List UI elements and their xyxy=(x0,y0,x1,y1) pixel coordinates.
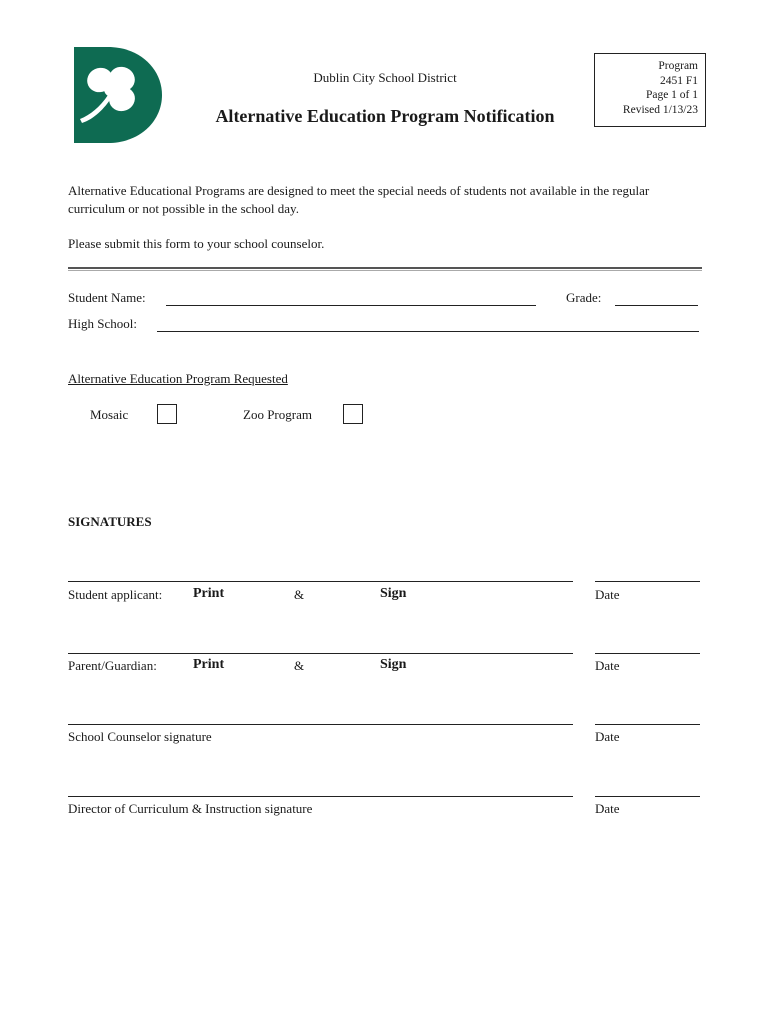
intro-paragraph: Alternative Educational Programs are designed to meet the special needs of students not available in the regular curriculum or not possible in the school day. xyxy=(68,183,650,216)
high-school-field[interactable] xyxy=(157,331,699,332)
director-signature-line[interactable] xyxy=(68,796,573,797)
student-sign-label: Sign xyxy=(380,586,407,601)
counselor-date-label: Date xyxy=(595,729,620,744)
submit-instruction: Please submit this form to your school counselor. xyxy=(68,236,325,251)
director-signature-label: Director of Curriculum & Instruction signature xyxy=(68,801,313,816)
grade-label: Grade: xyxy=(566,290,602,305)
student-print-label: Print xyxy=(193,586,225,601)
student-name-label: Student Name: xyxy=(68,290,146,305)
program-requested-heading: Alternative Education Program Requested xyxy=(68,371,288,386)
parent-date-label: Date xyxy=(595,658,620,673)
student-applicant-label: Student applicant: xyxy=(68,587,163,602)
dublin-shamrock-logo xyxy=(70,47,162,143)
district-name: Dublin City School District xyxy=(313,70,457,85)
mosaic-checkbox[interactable] xyxy=(157,404,177,424)
director-date-label: Date xyxy=(595,801,620,816)
student-name-field[interactable] xyxy=(166,305,536,306)
section-divider-shadow xyxy=(68,270,702,271)
parent-sign-label: Sign xyxy=(380,657,407,672)
high-school-label: High School: xyxy=(68,316,137,331)
section-divider xyxy=(68,267,702,269)
program-info-box xyxy=(594,53,706,127)
counselor-signature-line[interactable] xyxy=(68,724,573,725)
zoo-program-checkbox[interactable] xyxy=(343,404,363,424)
signatures-heading: SIGNATURES xyxy=(68,514,152,529)
student-signature-line[interactable] xyxy=(68,581,573,582)
parent-date-line[interactable] xyxy=(595,653,700,654)
counselor-signature-label: School Counselor signature xyxy=(68,729,212,744)
form-title: Alternative Education Program Notification xyxy=(215,106,555,126)
parent-ampersand: & xyxy=(294,658,305,673)
student-date-line[interactable] xyxy=(595,581,700,582)
student-ampersand: & xyxy=(294,587,305,602)
zoo-program-label: Zoo Program xyxy=(243,407,312,422)
grade-field[interactable] xyxy=(615,305,698,306)
director-date-line[interactable] xyxy=(595,796,700,797)
counselor-date-line[interactable] xyxy=(595,724,700,725)
student-date-label: Date xyxy=(595,587,620,602)
mosaic-label: Mosaic xyxy=(90,407,129,422)
page-count: Page 1 of 1 xyxy=(645,89,698,101)
parent-signature-line[interactable] xyxy=(68,653,573,654)
parent-guardian-label: Parent/Guardian: xyxy=(68,658,157,673)
revised-date: Revised 1/13/23 xyxy=(622,103,698,116)
parent-print-label: Print xyxy=(193,657,225,672)
program-label: Program xyxy=(658,60,698,72)
program-code: 2451 F1 xyxy=(659,74,698,87)
